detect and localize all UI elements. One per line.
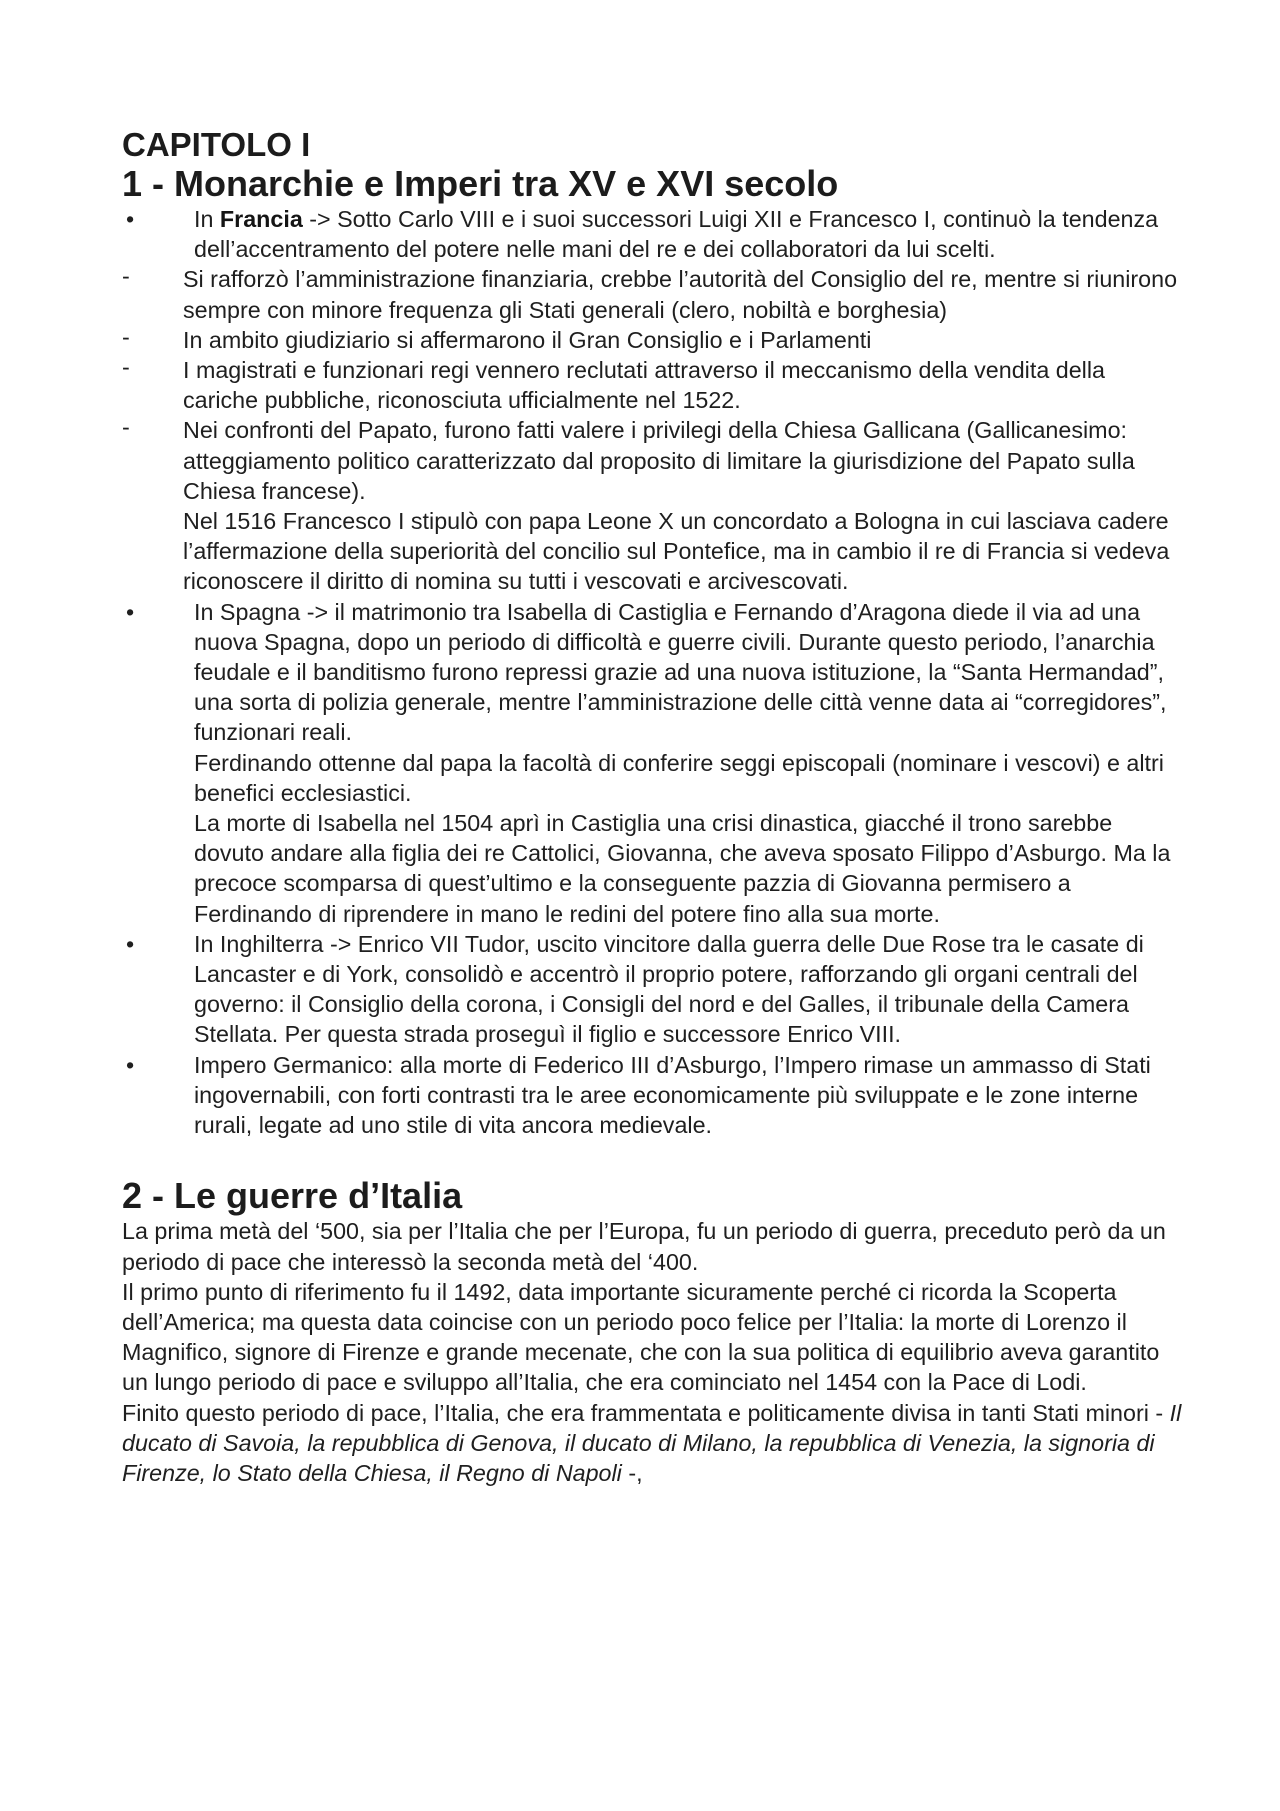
spagna-paragraph-2: Ferdinando ottenne dal papa la facoltà di conferire seggi episcopali (nominare i vescovi) e altri benefici ecclesiastici. xyxy=(194,749,1164,806)
section-1-title: 1 - Monarchie e Imperi tra XV e XVI secolo xyxy=(122,163,839,204)
dash-item-text: In ambito giudiziario si affermarono il Gran Consiglio e i Parlamenti xyxy=(183,326,872,353)
spagna-paragraph-3: La morte di Isabella nel 1504 aprì in Castiglia una crisi dinastica, giacché il trono sarebbe dovuto andare alla figlia dei re Cattolici, Giovanna, che aveva sposato Filippo d’Asburgo. Ma la precoce scomparsa di quest’ultimo e la conseguente pazzia di Giovanna permisero a Ferdinando di riprendere in mano le redini del potere fino alla sua morte. xyxy=(194,810,1171,927)
francia-label: Francia xyxy=(219,206,303,232)
section-2-paragraph-1: La prima metà del ‘500, sia per l’Italia che per l’Europa, fu un periodo di guerra, preceduto però da un periodo di pace che interessò la seconda metà del ‘400. xyxy=(122,1218,1166,1275)
bullet-item-impero xyxy=(122,1050,1182,1141)
dash-item-text: I magistrati e funzionari regi vennero reclutati attraverso il meccanismo della vendita della cariche pubbliche, riconosciuta ufficialmente nel 1522. xyxy=(183,357,1105,414)
bullet-marker: • xyxy=(126,930,135,957)
section-2-title: 2 - Le guerre d’Italia xyxy=(122,1175,463,1217)
bullet-item-spagna xyxy=(122,597,1182,748)
impero-text: Impero Germanico: alla morte di Federico III d’Asburgo, l’Impero rimase un ammasso di Stati ingovernabili, con forti contrasti tra le aree economicamente più sviluppate e le zone interne rurali, legate ad uno stile di vita ancora medievale. xyxy=(194,1051,1151,1139)
inghilterra-text: In Inghilterra -> Enrico VII Tudor, uscito vincitore dalla guerra delle Due Rose tra le casate di Lancaster e di York, consolidò e accentrò il proprio potere, rafforzando gli organi centrali del governo: il Consiglio della corona, i Consigli del nord e del Galles, il tribunale della Camera Stellata. Per questa strada proseguì il figlio e successore Enrico VIII. xyxy=(194,930,1144,1048)
dash-item xyxy=(122,355,1182,415)
p3-tail: -, xyxy=(621,1459,643,1486)
bullet-marker: • xyxy=(126,598,135,625)
p3-text: Finito questo periodo di pace, l’Italia, che era frammentata e politicamente divisa in tanti Stati minori - xyxy=(122,1399,1170,1426)
dash-item xyxy=(122,264,1182,324)
dash-item-text: Nei confronti del Papato, furono fatti valere i privilegi della Chiesa Gallicana (Gallicanesimo: atteggiamento politico caratterizzato dal proposito di limitare la giurisdizione del Papato sulla Chiesa francese). xyxy=(183,417,1135,504)
dash-item-text: Si rafforzò l’amministrazione finanziaria, crebbe l’autorità del Consiglio del re, mentre si riunirono sempre con minore frequenza gli Stati generali (clero, nobiltà e borghesia) xyxy=(183,266,1178,323)
chapter-heading: CAPITOLO I xyxy=(122,126,311,163)
dash-item xyxy=(122,415,1182,506)
dash-marker: - xyxy=(122,263,130,290)
section-2-paragraph-2: Il primo punto di riferimento fu il 1492, data importante sicuramente perché ci ricorda la Scoperta dell’America; ma questa data coincise con un periodo poco felice per l’Italia: la morte di Lorenzo il Magnifico, signore di Firenze e grande mecenate, che con la sua politica di equilibrio aveva garantito un lungo periodo di pace e sviluppo all’Italia, che era cominciato nel 1454 con la Pace di Lodi. xyxy=(122,1278,1160,1396)
francia-text: -> Sotto Carlo VIII e i suoi successori Luigi XII e Francesco I, continuò la tendenza dell’accentramento del potere nelle mani del re e dei collaboratori da lui scelti. xyxy=(194,206,1159,263)
spagna-text: In Spagna -> il matrimonio tra Isabella di Castiglia e Fernando d’Aragona diede il via ad una nuova Spagna, dopo un periodo di difficoltà e guerre civili. Durante questo periodo, l’anarchia feudale e il banditismo furono repressi grazie ad una nuova istituzione, la “Santa Hermandad”, una sorta di polizia generale, mentre l’amministrazione delle città venne data ai “corregidores”, funzionari reali. xyxy=(194,598,1167,746)
dash-marker: - xyxy=(122,354,130,381)
p3-italic-list: Il ducato di Savoia, la repubblica di Genova, il ducato di Milano, la repubblica di Venezia, la signoria di Firenze, lo Stato della Chiesa, il Regno di Napoli xyxy=(122,1399,1182,1486)
papato-followup: Nel 1516 Francesco I stipulò con papa Leone X un concordato a Bologna in cui lasciava cadere l’affermazione della superiorità del concilio sul Pontefice, ma in cambio il re di Francia si vedeva riconoscere il diritto di nomina su tutti i vescovati e arcivescovati. xyxy=(183,508,1170,595)
bullet-marker: • xyxy=(126,206,135,232)
bullet-item-inghilterra xyxy=(122,929,1182,1050)
bullet-item-francia xyxy=(122,204,1182,264)
dash-marker: - xyxy=(122,414,130,441)
francia-prefix: In xyxy=(194,206,220,232)
dash-marker: - xyxy=(122,323,130,350)
dash-item xyxy=(122,325,1182,355)
bullet-marker: • xyxy=(126,1051,135,1078)
document-page xyxy=(122,126,1182,1488)
section-2-paragraph-3 xyxy=(122,1398,1182,1489)
